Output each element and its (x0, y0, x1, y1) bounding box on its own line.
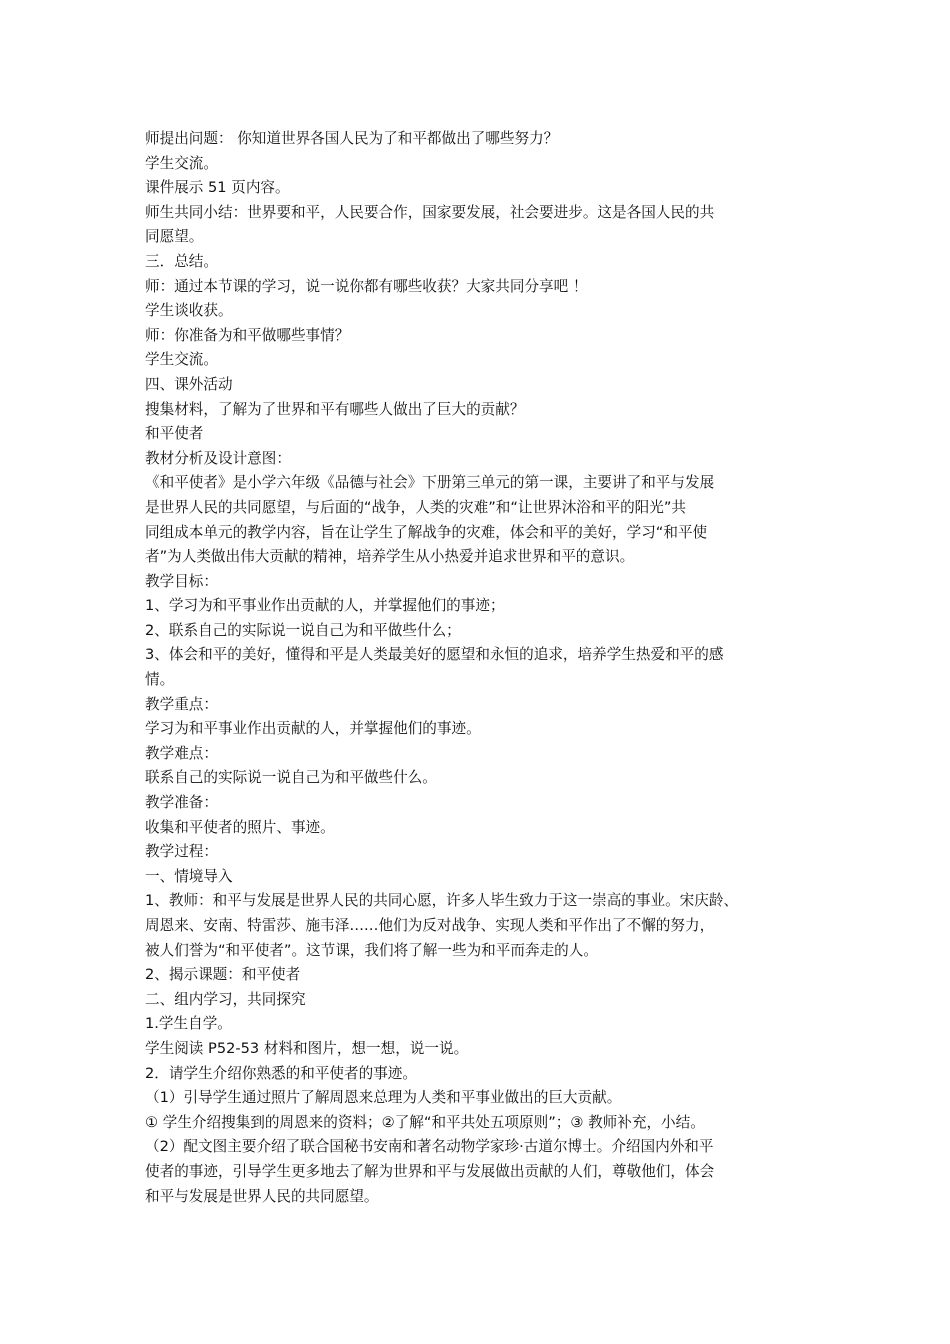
text-line: 三．总结。 (145, 252, 218, 270)
text-line: 被人们誉为“和平使者”。这节课，我们将了解一些为和平而奔走的人。 (145, 941, 598, 959)
text-line: 四、课外活动 (145, 375, 233, 393)
text-line: 和平与发展是世界人民的共同愿望。 (145, 1187, 379, 1205)
text-line: 一、情境导入 (145, 867, 233, 885)
text-line: 2、联系自己的实际说一说自己为和平做些什么； (145, 621, 461, 639)
text-line: 教学准备： (145, 794, 218, 812)
text-line: 学生交流。 (145, 154, 218, 172)
text-line: 1.学生自学。 (145, 1015, 232, 1033)
text-line: 教材分析及设计意图： (145, 449, 291, 467)
text-line: 师：你准备为和平做哪些事情？ (145, 326, 350, 344)
text-line: ① 学生介绍搜集到的周恩来的资料；②了解“和平共处五项原则”；③ 教师补充，小结。 (145, 1113, 705, 1131)
text-line: 师提出问题： 你知道世界各国人民为了和平都做出了哪些努力？ (145, 130, 559, 147)
text-line: 者”为人类做出伟大贡献的精神，培养学生从小热爱并追求世界和平的意识。 (145, 548, 635, 566)
text-line: 学生阅读 P52-53 材料和图片，想一想，说一说。 (145, 1039, 469, 1057)
text-line: 和平使者 (145, 425, 204, 443)
text-line: 教学难点： (145, 744, 218, 762)
text-line: 搜集材料，了解为了世界和平有哪些人做出了巨大的贡献？ (145, 400, 525, 418)
text-line: 2、揭示课题：和平使者 (145, 966, 301, 984)
text-line: 教学过程： (145, 843, 218, 861)
text-line: （1）引导学生通过照片了解周恩来总理为人类和平事业做出的巨大贡献。 (145, 1089, 622, 1107)
text-line: 周恩来、安南、特雷莎、施韦泽……他们为反对战争、实现人类和平作出了不懈的努力， (145, 917, 715, 934)
text-line: 联系自己的实际说一说自己为和平做些什么。 (145, 769, 437, 787)
text-line: 《和平使者》是小学六年级《品德与社会》下册第三单元的第一课，主要讲了和平与发展 (145, 474, 715, 492)
text-line: 学生交流。 (145, 351, 218, 369)
text-line: 使者的事迹，引导学生更多地去了解为世界和平与发展做出贡献的人们，尊敬他们，体会 (145, 1162, 715, 1180)
text-line: 1、教师：和平与发展是世界人民的共同心愿，许多人毕生致力于这一崇高的事业。宋庆龄、 (145, 892, 739, 910)
document-page (145, 127, 835, 1209)
text-line: 二、组内学习，共同探究 (145, 990, 306, 1008)
text-line: 课件展示 51 页内容。 (145, 179, 290, 197)
text-line: 学习为和平事业作出贡献的人，并掌握他们的事迹。 (145, 720, 481, 738)
text-line: 学生谈收获。 (145, 302, 233, 320)
text-line: 教学重点： (145, 695, 218, 713)
text-line: 同愿望。 (145, 228, 204, 246)
text-line: 收集和平使者的照片、事迹。 (145, 818, 335, 836)
text-line: 1、学习为和平事业作出贡献的人，并掌握他们的事迹； (145, 597, 505, 615)
text-line: 师：通过本节课的学习，说一说你都有哪些收获？大家共同分享吧 ！ (145, 277, 588, 295)
text-line: 情。 (145, 671, 175, 689)
text-line: 2．请学生介绍你熟悉的和平使者的事迹。 (145, 1064, 417, 1082)
text-line: 3、体会和平的美好，懂得和平是人类最美好的愿望和永恒的追求，培养学生热爱和平的感 (145, 646, 724, 664)
text-line: 师生共同小结：世界要和平，人民要合作，国家要发展，社会要进步。这是各国人民的共 (145, 203, 715, 221)
text-line: 同组成本单元的教学内容，旨在让学生了解战争的灾难，体会和平的美好，学习“和平使 (145, 523, 708, 541)
text-line: 教学目标： (145, 572, 218, 590)
text-line: 是世界人民的共同愿望，与后面的“战争，人类的灾难”和“让世界沐浴和平的阳光”共 (145, 498, 687, 516)
text-line: （2）配文图主要介绍了联合国秘书安南和著名动物学家珍·古道尔博士。介绍国内外和平 (145, 1138, 714, 1156)
